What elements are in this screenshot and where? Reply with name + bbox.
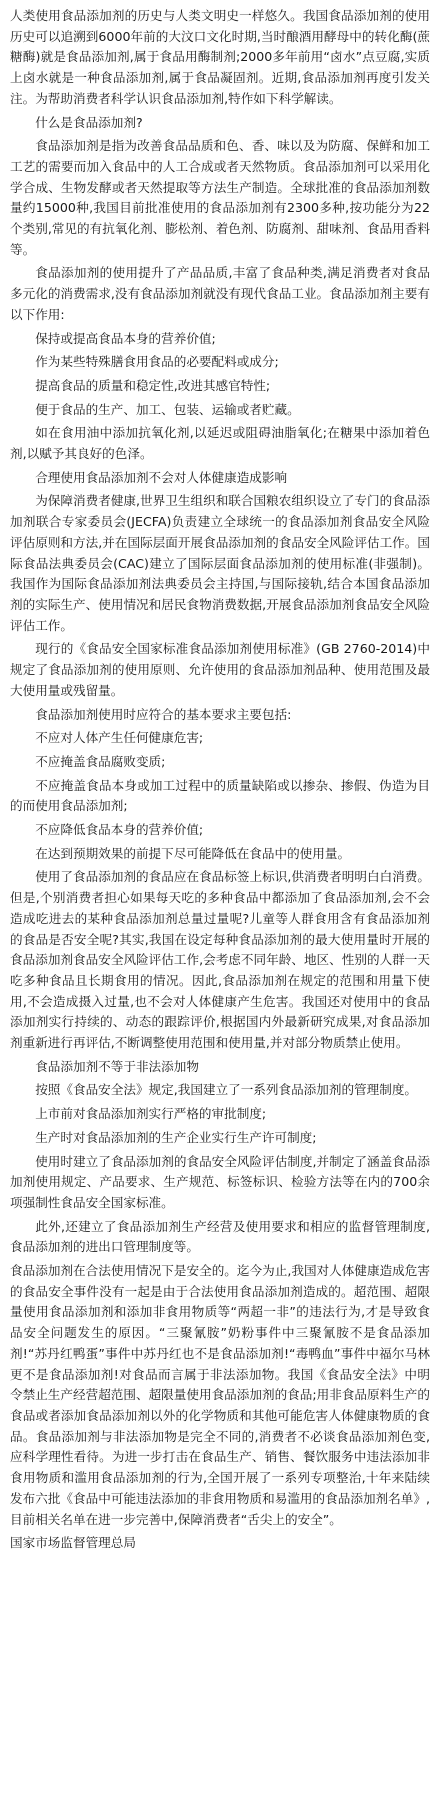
section-heading-not-illegal: 食品添加剂不等于非法添加物	[35, 1058, 199, 1074]
signature: 国家市场监督管理总局	[10, 1535, 136, 1551]
illegal-additives-paragraph: 食品添加剂在合法使用情况下是安全的。迄今为止,我国对人体健康造成危害的食品安全事件没有一起是由于合法使用食品添加剂造成的。超范围、超限量使用食品添加剂和添加非食用物质等“两超一非”的违法行为,才是导致食品安全问题发生的原因。“三聚氰胺”奶粉事件中三聚氰胺不是食品添加剂!“苏丹红鸭蛋”事件中苏丹红也不是食品添加剂!“毒鸭血”事件中福尔马林更不是食品添加剂!对食品而言属于非法添加物。我国《食品安全法》中明令禁止生产经营超范围、超限量使用食品添加剂的食品;用非食品原料生产的食品或者添加食品添加剂以外的化学物质和其他可能危害人体健康物质的食品。食品添加剂与非法添加物是完全不同的,消费者不必谈食品添加剂色变,应科学理性看待。为进一步打击在食品生产、销售、餐饮服务中违法添加非食用物质和滥用食品添加剂的行为,全国开展了一系列专项整治,十年来陆续发布六批《食品中可能违法添加的非食用物质和易滥用的食品添加剂名单》,目前相关名单在进一步完善中,保障消费者“舌尖上的安全”。	[10, 1263, 430, 1527]
requirements-intro-paragraph: 食品添加剂使用时应符合的基本要求主要包括:	[35, 706, 292, 722]
functions-intro-paragraph: 食品添加剂的使用提升了产品品质,丰富了食品种类,满足消费者对食品多元化的消费需求,没有食品添加剂就没有现代食品工业。食品添加剂主要有以下作用:	[10, 265, 430, 322]
labeling-paragraph: 使用了食品添加剂的食品应在食品标签上标识,供消费者明明白白消费。但是,个别消费者担心如果每天吃的多种食品中都添加了食品添加剂,会不会造成吃进去的某种食品添加剂总量过量呢?儿童等人群食用含有食品添加剂的食品是否安全呢?其实,我国在设定每种食品添加剂的最大使用量时开展的食品添加剂食品安全风险评估工作,会考虑不同年龄、地区、性别的人群一天吃多种食品且长期食用的情况。因此,食品添加剂在规定的范围和用量下使用,不会造成摄入过量,也不会对人体健康产生危害。我国还对使用中的食品添加剂实行持续的、动态的跟踪评价,根据国内外最新研究成果,对食品添加剂重新进行再评估,不断调整使用范围和使用量,并对部分物质禁止使用。	[10, 869, 430, 1051]
function-item: 便于食品的生产、加工、包装、运输或者贮藏。	[35, 401, 300, 417]
section-heading-safe-use: 合理使用食品添加剂不会对人体健康造成影响	[35, 469, 288, 485]
system-item: 生产时对食品添加剂的生产企业实行生产许可制度;	[35, 1129, 317, 1145]
function-item: 提高食品的质量和稳定性,改进其感官特性;	[35, 377, 271, 393]
function-item: 作为某些特殊膳食用食品的必要配料或成分;	[35, 354, 279, 370]
law-paragraph: 按照《食品安全法》规定,我国建立了一系列食品添加剂的管理制度。	[35, 1082, 418, 1098]
function-item: 保持或提高食品本身的营养价值;	[35, 330, 216, 346]
requirement-item: 不应降低食品本身的营养价值;	[35, 822, 204, 838]
system-item: 使用时建立了食品添加剂的食品安全风险评估制度,并制定了涵盖食品添加剂使用规定、产品要求、生产规范、标签标识、检验方法等在内的700余项强制性食品安全国家标准。	[10, 1153, 430, 1210]
requirement-item: 不应掩盖食品本身或加工过程中的质量缺陷或以掺杂、掺假、伪造为目的而使用食品添加剂;	[10, 777, 430, 814]
intro-paragraph: 人类使用食品添加剂的历史与人类文明史一样悠久。我国食品添加剂的使用历史可以追溯到6000年前的大汶口文化时期,当时酿酒用酵母中的转化酶(蔗糖酶)就是食品添加剂,属于食品用酶制剂;2000多年前用“卤水”点豆腐,实质上卤水就是一种食品添加剂,属于食品凝固剂。近期,食品添加剂再度引发关注。为帮助消费者科学认识食品添加剂,特作如下科学解读。	[10, 8, 430, 106]
section-heading-what-is: 什么是食品添加剂?	[35, 114, 143, 130]
definition-paragraph: 食品添加剂是指为改善食品品质和色、香、味以及为防腐、保鲜和加工工艺的需要而加入食品中的人工合成或者天然物质。食品添加剂可以采用化学合成、生物发酵或者天然提取等方法生产制造。全球批准的食品添加剂数量约15000种,我国目前批准使用的食品添加剂有2300多种,按功能分为22个类别,常见的有抗氧化剂、膨松剂、着色剂、防腐剂、甜味剂、食品用香料等。	[10, 138, 430, 257]
requirement-item: 不应对人体产生任何健康危害;	[35, 730, 204, 746]
supervision-paragraph: 此外,还建立了食品添加剂生产经营及使用要求和相应的监督管理制度,食品添加剂的进出口管理制度等。	[10, 1218, 430, 1255]
example-paragraph: 如在食用油中添加抗氧化剂,以延迟或阻碍油脂氧化;在糖果中添加着色剂,以赋予其良好的色泽。	[10, 425, 430, 462]
system-item: 上市前对食品添加剂实行严格的审批制度;	[35, 1106, 267, 1122]
requirement-item: 不应掩盖食品腐败变质;	[35, 753, 166, 769]
requirement-item: 在达到预期效果的前提下尽可能降低在食品中的使用量。	[35, 845, 351, 861]
standard-paragraph: 现行的《食品安全国家标准食品添加剂使用标准》(GB 2760-2014)中规定了食品添加剂的使用原则、允许使用的食品添加剂品种、使用范围及最大使用量或残留量。	[10, 641, 430, 698]
jecfa-paragraph: 为保障消费者健康,世界卫生组织和联合国粮农组织设立了专门的食品添加剂联合专家委员会(JECFA)负责建立全球统一的食品添加剂食品安全风险评估原则和方法,并在国际层面开展食品添加剂的食品安全风险评估工作。国际食品法典委员会(CAC)建立了国际层面食品添加剂的使用标准(非强制)。我国作为国际食品添加剂法典委员会主持国,与国际接轨,结合本国食品添加剂的实际生产、使用情况和居民食物消费数据,开展食品添加剂食品安全风险评估工作。	[10, 493, 430, 633]
